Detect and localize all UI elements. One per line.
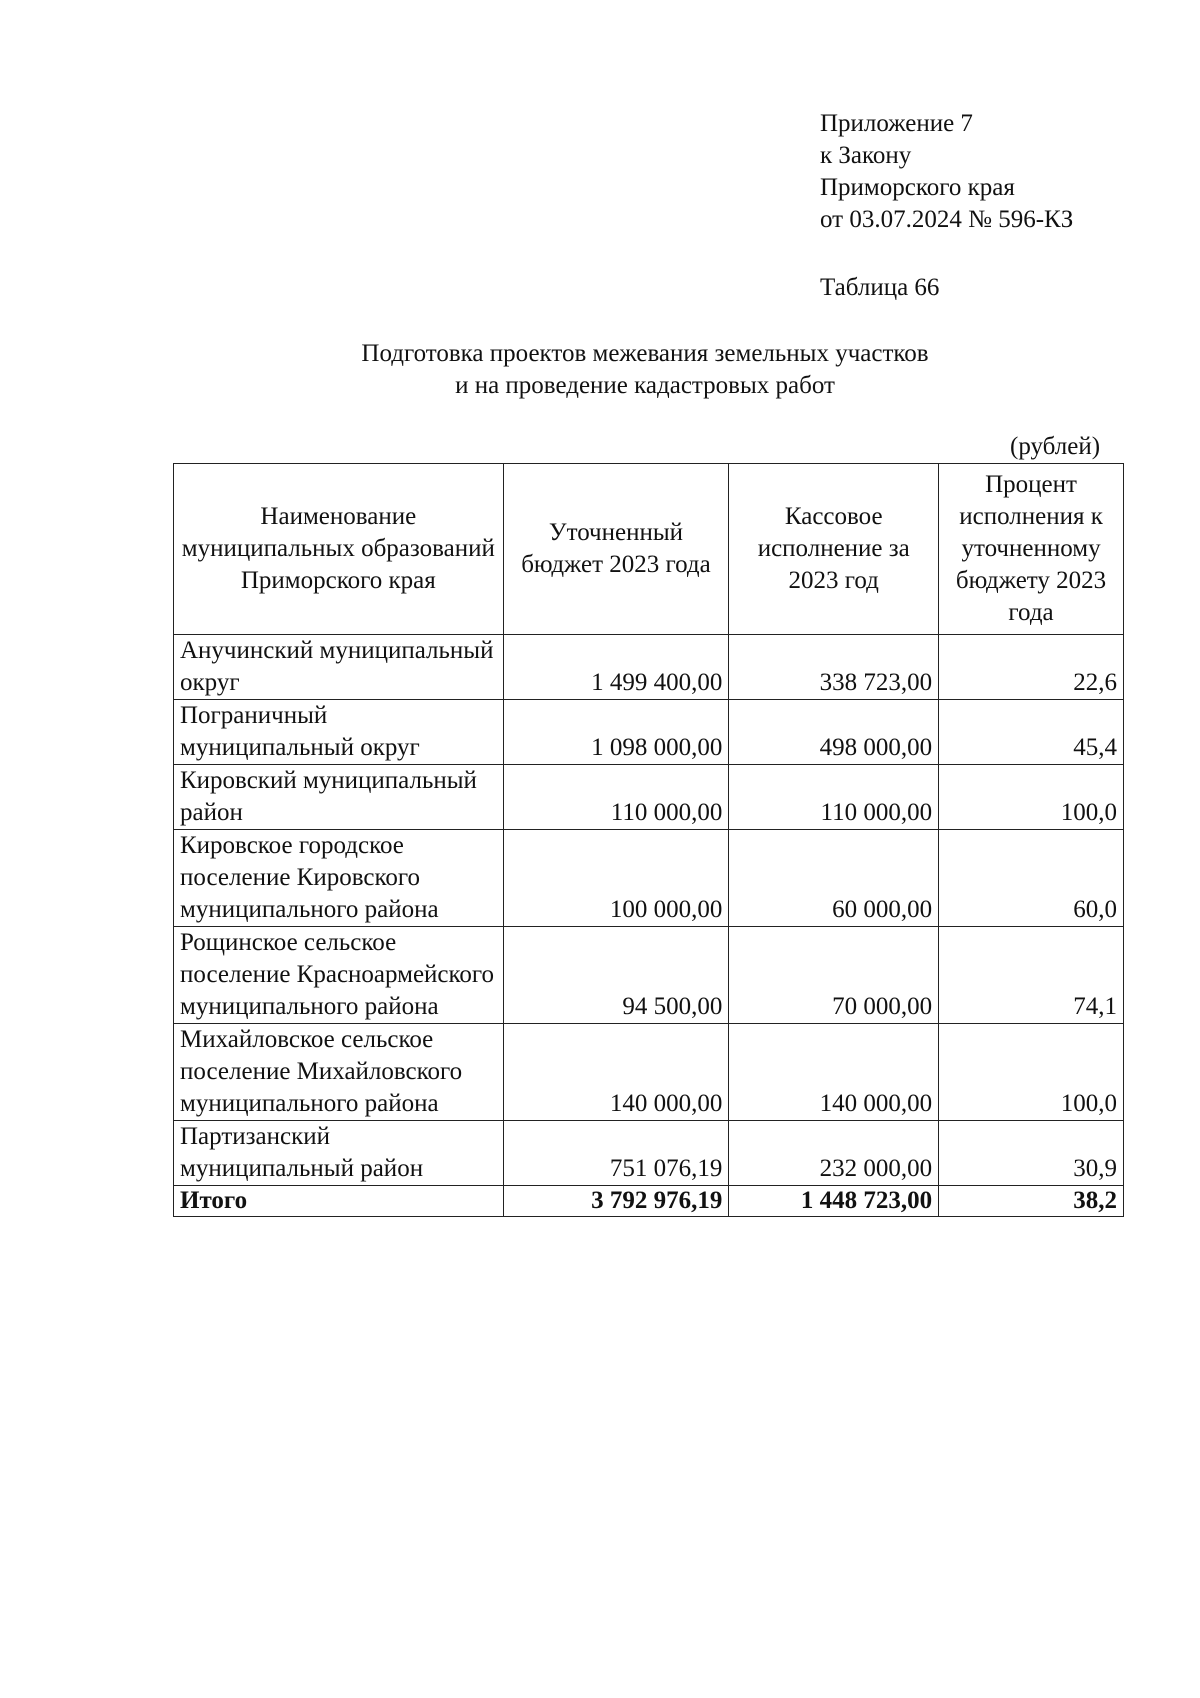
appendix-line: к Закону <box>820 142 912 169</box>
total-label: Итого <box>174 1186 504 1217</box>
executed-value: 498 000,00 <box>729 700 939 765</box>
percent-value: 45,4 <box>939 700 1124 765</box>
executed-value: 70 000,00 <box>729 927 939 1024</box>
budget-value: 100 000,00 <box>503 830 729 927</box>
document-title <box>280 338 1010 402</box>
table-header-row <box>174 464 1124 635</box>
percent-value: 100,0 <box>939 765 1124 830</box>
table-row <box>174 765 1124 830</box>
budget-value: 110 000,00 <box>503 765 729 830</box>
header-municipality: Наименование муниципальных образований Приморского края <box>174 464 504 635</box>
budget-value: 1 098 000,00 <box>503 700 729 765</box>
municipality-name: Рощинское сельское поселение Красноармейского муниципального района <box>174 927 504 1024</box>
title-line: и на проведение кадастровых работ <box>455 372 835 399</box>
executed-value: 338 723,00 <box>729 635 939 700</box>
budget-value: 1 499 400,00 <box>503 635 729 700</box>
appendix-reference <box>820 108 1073 236</box>
title-line: Подготовка проектов межевания земельных участков <box>361 340 929 367</box>
header-executed: Кассовое исполнение за 2023 год <box>729 464 939 635</box>
units-label: (рублей) <box>1010 433 1101 460</box>
appendix-line: Приложение 7 <box>820 110 973 137</box>
budget-value: 751 076,19 <box>503 1121 729 1186</box>
header-percent: Процент исполнения к уточненному бюджету 2023 года <box>939 464 1124 635</box>
table-row <box>174 700 1124 765</box>
municipality-name: Анучинский муниципальный округ <box>174 635 504 700</box>
budget-value: 140 000,00 <box>503 1024 729 1121</box>
table-row <box>174 1121 1124 1186</box>
executed-value: 110 000,00 <box>729 765 939 830</box>
municipality-name: Кировский муниципальный район <box>174 765 504 830</box>
percent-value: 30,9 <box>939 1121 1124 1186</box>
table-row <box>174 830 1124 927</box>
percent-value: 74,1 <box>939 927 1124 1024</box>
table-row <box>174 927 1124 1024</box>
budget-value: 94 500,00 <box>503 927 729 1024</box>
executed-value: 60 000,00 <box>729 830 939 927</box>
executed-value: 140 000,00 <box>729 1024 939 1121</box>
municipality-name: Партизанский муниципальный район <box>174 1121 504 1186</box>
municipality-name: Пограничный муниципальный округ <box>174 700 504 765</box>
total-executed-value: 1 448 723,00 <box>729 1186 939 1217</box>
total-row <box>174 1186 1124 1217</box>
executed-value: 232 000,00 <box>729 1121 939 1186</box>
total-budget-value: 3 792 976,19 <box>503 1186 729 1217</box>
total-percent-value: 38,2 <box>939 1186 1124 1217</box>
budget-table <box>173 463 1124 1217</box>
table-row <box>174 1024 1124 1121</box>
percent-value: 22,6 <box>939 635 1124 700</box>
table-row <box>174 635 1124 700</box>
table-number: Таблица 66 <box>820 274 940 301</box>
municipality-name: Кировское городское поселение Кировского муниципального района <box>174 830 504 927</box>
header-budget: Уточненный бюджет 2023 года <box>503 464 729 635</box>
municipality-name: Михайловское сельское поселение Михайловского муниципального района <box>174 1024 504 1121</box>
percent-value: 60,0 <box>939 830 1124 927</box>
percent-value: 100,0 <box>939 1024 1124 1121</box>
appendix-line: Приморского края <box>820 174 1015 201</box>
appendix-line: от 03.07.2024 № 596-КЗ <box>820 206 1074 233</box>
